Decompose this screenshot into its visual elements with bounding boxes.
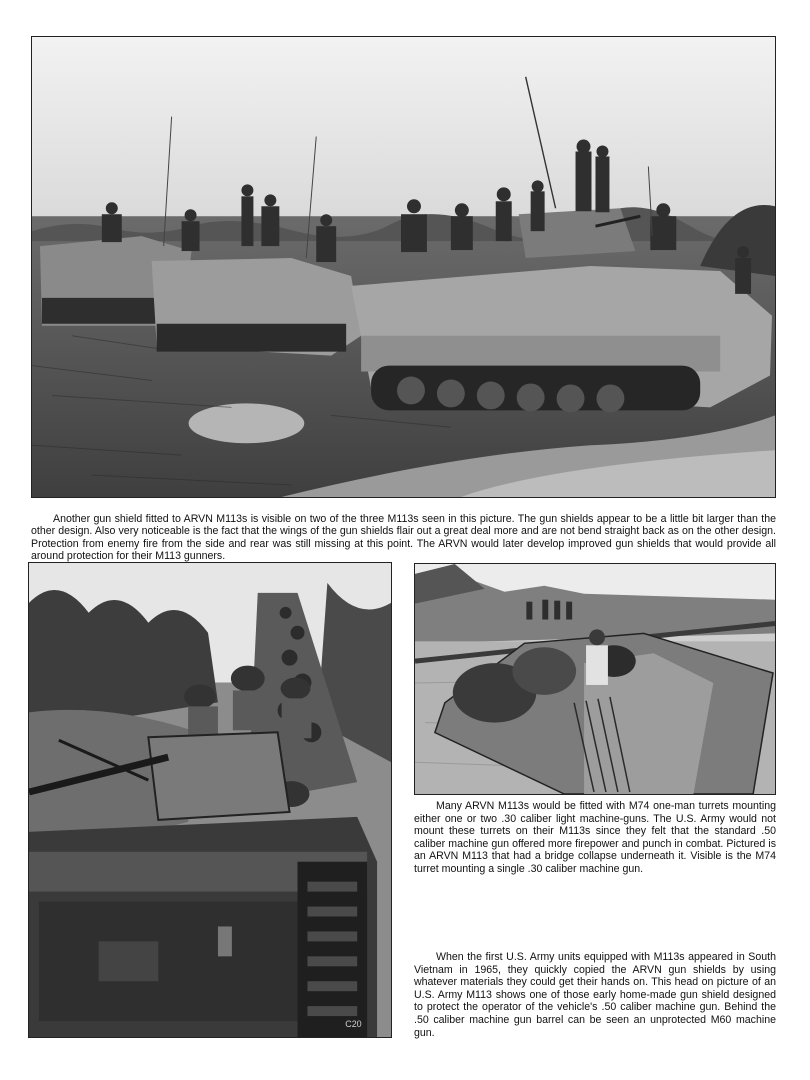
photo-m113-head-on — [28, 562, 392, 1038]
caption-top — [31, 513, 776, 563]
caption-bottom-right-text: When the first U.S. Army units equipped with M113s appeared in South Vietnam in 1965, they quickly copied the ARVN gun shields by using whatever materials they could get their hands on. This head on picture of an U.S. Army M113 shows one of those early home-made gun shield designed to protect the operator of the vehicle's .50 caliber machine gun. Behind the .50 caliber machine gun barrel can be seen an unprotected M60 machine gun. — [414, 951, 776, 1039]
caption-top-text: Another gun shield fitted to ARVN M113s is visible on two of the three M113s seen in this picture. The gun shields appear to be a little bit larger than the other design. Also very noticeable is the fact that the wings of the gun shields flair out a great deal more and are not bend straight back as on the other design. Protection from enemy fire from the side and rear was still missing at this point. The ARVN would later develop improved gun shields that would provide all around protection for their M113 gunners. — [31, 512, 776, 563]
photo-m113-column-field — [31, 36, 776, 498]
vehicle-marking: C20 — [345, 1019, 362, 1030]
caption-bottom-right — [414, 951, 776, 1039]
caption-middle-right — [414, 800, 776, 876]
photo-m113-bridge-collapse — [414, 563, 776, 795]
caption-middle-right-text: Many ARVN M113s would be fitted with M74 one-man turrets mounting either one or two .30 caliber light machine-guns. The U.S. Army would not mount these turrets on their M113s since they felt that the standard .50 caliber machine gun offered more firepower and punch in combat. Pictured is an ARVN M113 that had a bridge collapse underneath it. Visible is the M74 turret mounting a single .30 caliber machine gun. — [414, 800, 776, 875]
